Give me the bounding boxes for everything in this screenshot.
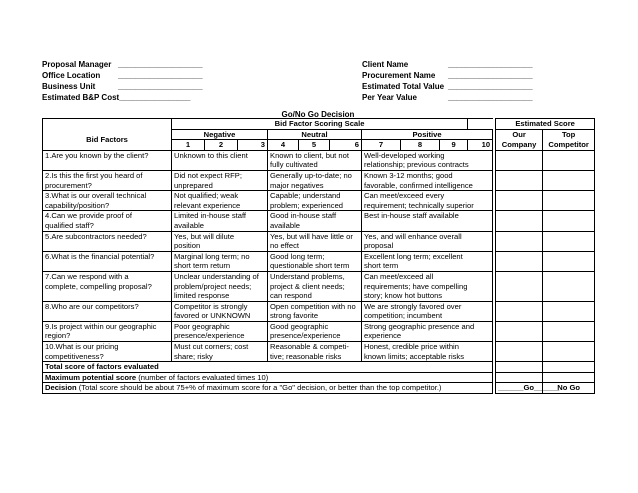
cell-line: Unclear understanding of	[174, 271, 259, 281]
nogo-cell[interactable]: No Go	[543, 383, 595, 394]
cell-line: requirement; technically superior	[364, 200, 474, 210]
cell-line: Good geographic	[270, 321, 329, 331]
cell-line: 6.What is the financial potential?	[45, 251, 155, 261]
company-header: Company	[496, 140, 543, 151]
business-unit-row	[42, 81, 203, 92]
positive-cell	[362, 170, 493, 190]
cell-line: Yes, but will have little or	[270, 231, 353, 241]
proposal-manager-row	[42, 59, 203, 70]
bid-factor-cell	[43, 251, 172, 271]
positive-cell	[362, 271, 493, 301]
cell-line: relationship; previous contracts	[364, 160, 469, 170]
cell-line: fully cultivated	[270, 160, 318, 170]
cell-line: relevant experience	[174, 200, 241, 210]
competitor-header: Competitor	[543, 140, 595, 151]
cell-line: Yes, but will dilute	[174, 231, 235, 241]
cell-line: Known 3-12 months; good	[364, 170, 453, 180]
neutral-cell	[268, 342, 362, 362]
cell-line: Generally up-to-date; no	[270, 170, 352, 180]
cell-line: unprepared	[174, 180, 213, 190]
cell-line: proposal	[364, 241, 394, 251]
cell-line: Strong geographic presence and	[364, 321, 475, 331]
estimated-bp-cost-label: Estimated B&P Cost	[42, 93, 120, 102]
top-score-cell[interactable]	[543, 170, 595, 190]
cell-line: capability/position?	[45, 200, 110, 210]
table-row	[43, 301, 595, 321]
total-top-cell[interactable]	[543, 362, 595, 373]
negative-cell	[172, 191, 268, 211]
bid-factor-cell	[43, 301, 172, 321]
neutral-cell	[268, 170, 362, 190]
estimated-score-header: Estimated Score	[496, 119, 595, 130]
negative-cell	[172, 271, 268, 301]
cell-line: Best in-house staff available	[364, 211, 459, 221]
negative-cell	[172, 342, 268, 362]
client-name-label: Client Name	[362, 60, 409, 69]
cell-line: problem/project needs;	[174, 281, 252, 291]
cell-line: Competitor is strongly	[174, 301, 248, 311]
cell-line: Well-developed working	[364, 150, 445, 160]
client-name-field[interactable]: ___________________	[448, 60, 533, 69]
client-name-row	[362, 59, 533, 70]
bid-factor-cell	[43, 170, 172, 190]
cell-line: strong favorite	[270, 311, 319, 321]
cell-line: major negatives	[270, 180, 324, 190]
cell-line: Marginal long term; no	[174, 251, 250, 261]
cell-line: tive; reasonable risks	[270, 351, 342, 361]
office-location-label: Office Location	[42, 71, 101, 80]
office-location-field[interactable]: ___________________	[118, 71, 203, 80]
table-row	[43, 321, 595, 341]
cell-line: available	[174, 220, 204, 230]
per-year-value-field[interactable]: ___________________	[448, 93, 533, 102]
estimated-total-value-field[interactable]: ___________________	[448, 82, 533, 91]
score-number: 3	[238, 140, 268, 151]
cell-line: no effect	[270, 241, 299, 251]
top-score-cell[interactable]	[543, 321, 595, 341]
our-score-cell[interactable]	[496, 150, 543, 170]
cell-line: 9.Is project within our geographic	[45, 321, 157, 331]
cell-line: procurement?	[45, 180, 92, 190]
office-location-row	[42, 70, 203, 81]
decision-bold: Decision	[45, 383, 77, 393]
cell-line: requirements; have compelling	[364, 281, 468, 291]
cell-line: known limits; acceptable risks	[364, 351, 465, 361]
table-row	[43, 251, 595, 271]
cell-line: can respond	[270, 291, 312, 301]
cell-line: competitiveness?	[45, 351, 104, 361]
cell-line: competition; incumbent	[364, 311, 443, 321]
cell-line: 3.What is our overall technical	[45, 191, 147, 201]
our-score-cell[interactable]	[496, 170, 543, 190]
cell-line: Poor geographic	[174, 321, 230, 331]
negative-cell	[172, 321, 268, 341]
positive-cell	[362, 231, 493, 251]
top-score-cell[interactable]	[543, 301, 595, 321]
table-row	[43, 342, 595, 362]
cell-line: short term	[364, 261, 399, 271]
neutral-cell	[268, 191, 362, 211]
positive-cell	[362, 342, 493, 362]
score-number: 1	[172, 140, 205, 151]
positive-cell	[362, 211, 493, 231]
cell-line: qualified staff?	[45, 220, 94, 230]
our-score-cell[interactable]	[496, 191, 543, 211]
cell-line: Capable; understand	[270, 191, 341, 201]
estimated-bp-cost-field[interactable]: ________________	[119, 93, 191, 102]
top-score-cell[interactable]	[543, 150, 595, 170]
table-row	[43, 191, 595, 211]
estimated-total-value-label: Estimated Total Value	[362, 82, 445, 91]
top-score-cell[interactable]	[543, 271, 595, 301]
scale-header-row	[43, 119, 595, 130]
negative-cell	[172, 150, 268, 170]
score-number: 6	[330, 140, 362, 151]
our-score-cell[interactable]	[496, 271, 543, 301]
cell-line: short term return	[174, 261, 231, 271]
bid-factor-cell	[43, 150, 172, 170]
score-number: 7	[362, 140, 401, 151]
table-row	[43, 211, 595, 231]
cell-line: experience	[364, 331, 402, 341]
max-our-cell[interactable]	[496, 372, 543, 383]
positive-cell	[362, 301, 493, 321]
table-row	[43, 271, 595, 301]
cell-line: favored or UNKNOWN	[174, 311, 251, 321]
cell-line: favorable, confirmed intelligence	[364, 180, 473, 190]
our-header: Our	[496, 129, 543, 140]
table-row	[43, 170, 595, 190]
neutral-cell	[268, 150, 362, 170]
score-number: 5	[299, 140, 330, 151]
neutral-header: Neutral	[268, 129, 362, 140]
procurement-name-field[interactable]: ___________________	[448, 71, 533, 80]
cell-line: Unknown to this client	[174, 150, 248, 160]
bid-factors-top-cell	[43, 119, 172, 130]
positive-header: Positive	[362, 129, 493, 140]
decision-rest: (Total score should be about 75+% of maximum score for a "Go" decision, or better than the top competitor.)	[76, 383, 442, 393]
proposal-manager-label: Proposal Manager	[42, 60, 112, 69]
business-unit-field[interactable]: ___________________	[118, 82, 203, 91]
our-score-cell[interactable]	[496, 342, 543, 362]
header-left	[42, 59, 203, 103]
cell-line: questionable short term	[270, 261, 350, 271]
cell-line: Open competition with no	[270, 301, 356, 311]
bid-factor-cell	[43, 231, 172, 251]
cell-line: presence/experience	[174, 331, 245, 341]
table-title: Go/No Go Decision	[281, 110, 355, 119]
score-number: 2	[205, 140, 238, 151]
top-score-cell[interactable]	[543, 342, 595, 362]
max-top-cell[interactable]	[543, 372, 595, 383]
neutral-cell	[268, 321, 362, 341]
per-year-value-row	[362, 92, 533, 103]
top-score-cell[interactable]	[543, 231, 595, 251]
bid-factors-header: Bid Factors	[43, 129, 172, 150]
spacer-cell	[468, 119, 493, 130]
cell-line: Did not expect RFP;	[174, 170, 242, 180]
cell-line: Not qualified; weak	[174, 191, 239, 201]
neutral-cell	[268, 251, 362, 271]
max-bold: Maximum potential score	[45, 372, 137, 382]
cell-line: Yes, and will enhance overall	[364, 231, 462, 241]
per-year-value-label: Per Year Value	[362, 93, 418, 102]
cell-line: Good in-house staff	[270, 211, 337, 221]
cell-line: 5.Are subcontractors needed?	[45, 231, 147, 241]
decision-row	[43, 383, 595, 394]
our-score-cell[interactable]	[496, 251, 543, 271]
total-label: Total score of factors evaluated	[43, 362, 493, 373]
max-row	[43, 372, 595, 383]
max-label	[43, 372, 493, 383]
positive-cell	[362, 191, 493, 211]
cell-line: 10.What is our pricing	[45, 342, 119, 352]
estimated-bp-cost-row	[42, 92, 203, 103]
neutral-cell	[268, 231, 362, 251]
total-row	[43, 362, 595, 373]
top-score-cell[interactable]	[543, 211, 595, 231]
top-score-cell[interactable]	[543, 191, 595, 211]
procurement-name-label: Procurement Name	[362, 71, 436, 80]
cell-line: Must cut corners; cost	[174, 342, 249, 352]
our-score-cell[interactable]	[496, 301, 543, 321]
decision-label	[43, 383, 493, 394]
cell-line: We are strongly favored over	[364, 301, 462, 311]
bid-factor-cell	[43, 211, 172, 231]
cell-line: 2.Is this the first you heard of	[45, 170, 143, 180]
max-rest: (number of factors evaluated times 10)	[136, 372, 269, 382]
procurement-name-row	[362, 70, 533, 81]
bid-factor-cell	[43, 191, 172, 211]
cell-line: 4.Can we provide proof of	[45, 211, 132, 221]
neutral-cell	[268, 211, 362, 231]
neutral-cell	[268, 271, 362, 301]
proposal-manager-field[interactable]: ___________________	[118, 60, 203, 69]
cell-line: Limited in-house staff	[174, 211, 247, 221]
top-header: Top	[543, 129, 595, 140]
bid-factor-cell	[43, 271, 172, 301]
positive-cell	[362, 251, 493, 271]
business-unit-label: Business Unit	[42, 82, 96, 91]
positive-cell	[362, 150, 493, 170]
score-number: 9	[440, 140, 468, 151]
cell-line: Excellent long term; excellent	[364, 251, 463, 261]
negative-cell	[172, 251, 268, 271]
category-header-row	[43, 129, 595, 140]
cell-line: 1.Are you known by the client?	[45, 150, 149, 160]
cell-line: Can meet/exceed every	[364, 191, 445, 201]
go-cell[interactable]: ______Go______	[496, 383, 543, 394]
neutral-cell	[268, 301, 362, 321]
score-number: 8	[401, 140, 440, 151]
cell-line: Honest, credible price within	[364, 342, 459, 352]
cell-line: 8.Who are our competitors?	[45, 301, 139, 311]
our-score-cell[interactable]	[496, 211, 543, 231]
table-row	[43, 150, 595, 170]
cell-line: complete, compelling proposal?	[45, 281, 152, 291]
scoring-scale-header: Bid Factor Scoring Scale	[172, 119, 468, 130]
score-number: 10	[468, 140, 493, 151]
factor-rows	[43, 150, 595, 361]
cell-line: share; risky	[174, 351, 213, 361]
our-score-cell[interactable]	[496, 231, 543, 251]
negative-cell	[172, 170, 268, 190]
score-number: 4	[268, 140, 299, 151]
bid-factor-cell	[43, 321, 172, 341]
negative-cell	[172, 211, 268, 231]
top-score-cell[interactable]	[543, 251, 595, 271]
cell-line: position	[174, 241, 201, 251]
cell-line: problem; experienced	[270, 200, 344, 210]
cell-line: available	[270, 220, 300, 230]
negative-cell	[172, 301, 268, 321]
cell-line: limited response	[174, 291, 230, 301]
cell-line: Known to client, but not	[270, 150, 349, 160]
total-our-cell[interactable]	[496, 362, 543, 373]
our-score-cell[interactable]	[496, 321, 543, 341]
bid-factor-cell	[43, 342, 172, 362]
table-row	[43, 231, 595, 251]
cell-line: Reasonable & competi-	[270, 342, 349, 352]
go-no-go-table	[42, 118, 595, 394]
cell-line: presence/experience	[270, 331, 341, 341]
negative-header: Negative	[172, 129, 268, 140]
cell-line: region?	[45, 331, 71, 341]
cell-line: 7.Can we respond with a	[45, 271, 129, 281]
positive-cell	[362, 321, 493, 341]
cell-line: Good long term;	[270, 251, 325, 261]
negative-cell	[172, 231, 268, 251]
cell-line: project & client needs;	[270, 281, 345, 291]
cell-line: Can meet/exceed all	[364, 271, 434, 281]
cell-line: story; know hot buttons	[364, 291, 443, 301]
estimated-total-value-row	[362, 81, 533, 92]
cell-line: Understand problems,	[270, 271, 345, 281]
header-right	[362, 59, 533, 103]
